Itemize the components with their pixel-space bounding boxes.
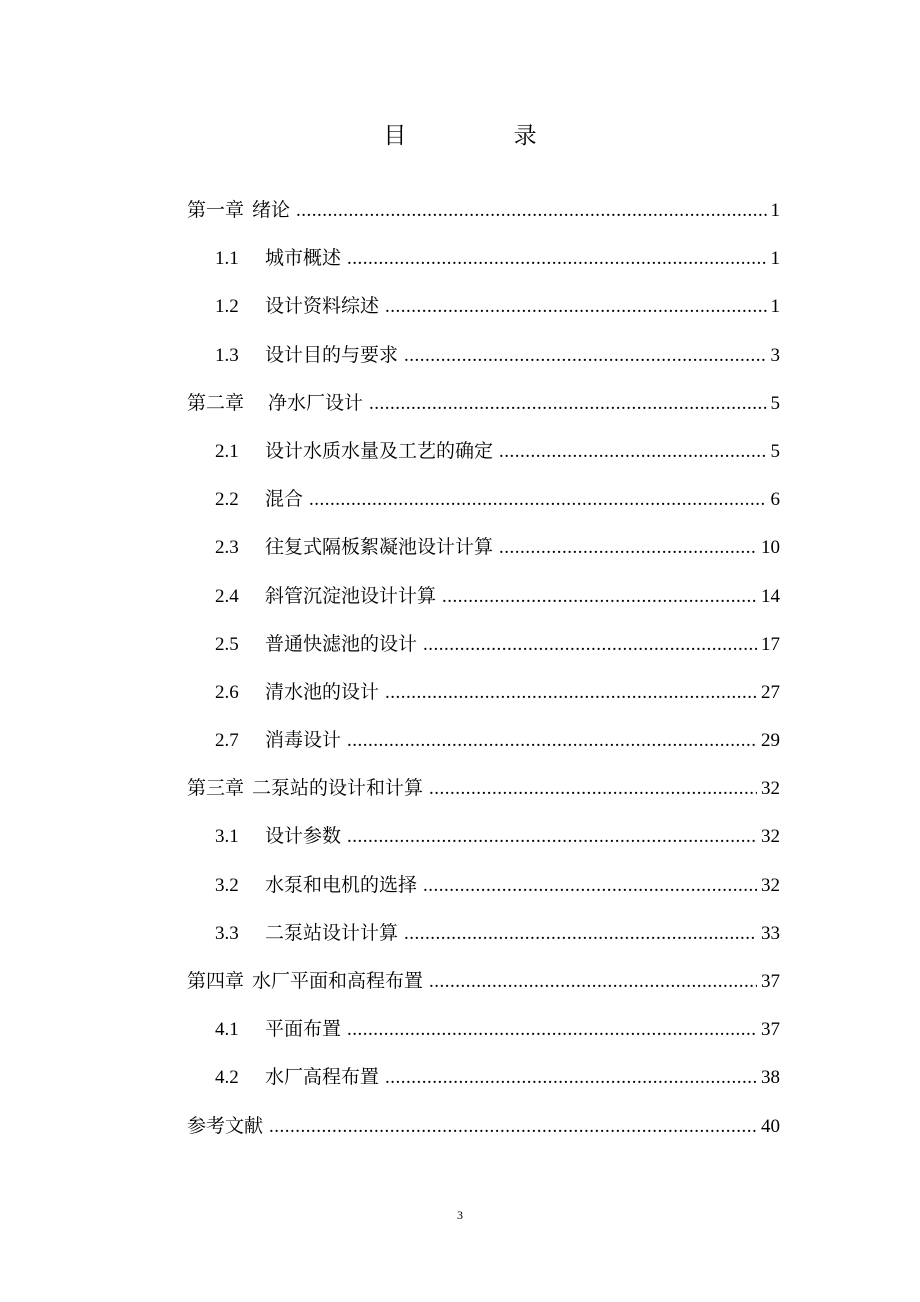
dot-leader (429, 771, 757, 807)
dot-leader (347, 241, 766, 277)
entry-title: 往复式隔板絮凝池设计计算 (265, 536, 494, 559)
dot-leader (347, 723, 757, 759)
section-number: 1.2 (215, 296, 239, 318)
entry-page-number: 32 (761, 874, 780, 896)
entry-page-number: 27 (761, 681, 780, 703)
entry-page-number: 17 (761, 633, 780, 655)
dot-leader (385, 1060, 757, 1096)
entry-page-number: 5 (770, 440, 780, 462)
toc-section-entry (187, 337, 780, 385)
entry-title: 二泵站的设计和计算 (252, 777, 424, 800)
dot-leader (404, 916, 757, 952)
entry-page-number: 33 (761, 922, 780, 944)
entry-page-number: 1 (770, 248, 780, 270)
entry-title: 参考文献 (187, 1114, 264, 1137)
page-number-footer: 3 (457, 1208, 463, 1222)
entry-page-number: 6 (770, 489, 780, 511)
dot-leader (347, 819, 757, 855)
section-number: 2.6 (215, 681, 239, 703)
entry-title: 水厂高程布置 (265, 1066, 380, 1089)
toc-chapter-entry (187, 192, 780, 240)
section-number: 3.1 (215, 826, 239, 848)
chapter-number: 第三章 (187, 777, 245, 800)
entry-page-number: 10 (761, 537, 780, 559)
entry-title: 设计目的与要求 (265, 343, 399, 366)
entry-title: 平面布置 (265, 1018, 342, 1041)
toc-section-entry (187, 578, 780, 626)
section-number: 1.1 (215, 248, 239, 270)
section-number: 2.1 (215, 440, 239, 462)
toc-section-entry (187, 481, 780, 529)
toc-section-entry (187, 674, 780, 722)
entry-title: 普通快滤池的设计 (265, 632, 418, 655)
dot-leader (429, 964, 757, 1000)
section-number: 2.3 (215, 537, 239, 559)
entry-title: 城市概述 (265, 247, 342, 270)
toc-chapter-entry (187, 385, 780, 433)
dot-leader (404, 338, 766, 374)
dot-leader (499, 530, 757, 566)
entry-title: 设计参数 (265, 825, 342, 848)
dot-leader (423, 868, 757, 904)
toc-section-entry (187, 529, 780, 577)
entry-title: 净水厂设计 (268, 391, 364, 414)
toc-section-entry (187, 1011, 780, 1059)
chapter-number: 第一章 (187, 199, 245, 221)
dot-leader (347, 1012, 757, 1048)
section-number: 2.7 (215, 730, 239, 752)
entry-page-number: 5 (770, 392, 780, 414)
entry-page-number: 14 (761, 585, 780, 607)
toc-title: 目 录 (383, 123, 587, 149)
section-number: 3.3 (215, 922, 239, 944)
entry-page-number: 37 (761, 971, 780, 992)
entry-page-number: 3 (770, 344, 780, 366)
entry-page-number: 1 (770, 296, 780, 318)
entry-title: 水厂平面和高程布置 (252, 970, 424, 992)
entry-title: 混合 (265, 488, 304, 511)
toc-section-entry (187, 1059, 780, 1107)
entry-title: 设计水质水量及工艺的确定 (265, 439, 494, 462)
section-number: 3.2 (215, 874, 239, 896)
toc-section-entry (187, 433, 780, 481)
toc-section-entry (187, 818, 780, 866)
toc-section-entry (187, 915, 780, 963)
dot-leader (269, 1109, 757, 1145)
entry-page-number: 38 (761, 1067, 780, 1089)
entry-title: 清水池的设计 (265, 680, 380, 703)
entry-title: 消毒设计 (265, 729, 342, 752)
dot-leader (423, 627, 757, 663)
entry-title: 水泵和电机的选择 (265, 873, 418, 896)
section-number: 1.3 (215, 344, 239, 366)
toc-section-entry (187, 626, 780, 674)
toc-section-entry (187, 288, 780, 336)
dot-leader (296, 193, 766, 229)
toc-section-entry (187, 867, 780, 915)
entry-page-number: 1 (770, 200, 780, 221)
dot-leader (442, 579, 757, 615)
section-number: 2.4 (215, 585, 239, 607)
table-of-contents (187, 192, 780, 1156)
dot-leader (369, 386, 766, 422)
toc-chapter-entry (187, 963, 780, 1011)
entry-title: 二泵站设计计算 (265, 921, 399, 944)
chapter-number: 第二章 (187, 391, 245, 414)
chapter-number: 第四章 (187, 970, 245, 992)
entry-title: 绪论 (252, 199, 291, 221)
toc-chapter-entry (187, 1108, 780, 1156)
section-number: 4.2 (215, 1067, 239, 1089)
toc-section-entry (187, 240, 780, 288)
entry-page-number: 32 (761, 778, 780, 800)
entry-title: 设计资料综述 (265, 295, 380, 318)
entry-page-number: 37 (761, 1019, 780, 1041)
dot-leader (499, 434, 766, 470)
section-number: 4.1 (215, 1019, 239, 1041)
entry-title: 斜管沉淀池设计计算 (265, 584, 437, 607)
section-number: 2.2 (215, 489, 239, 511)
dot-leader (385, 289, 766, 325)
entry-page-number: 40 (761, 1115, 780, 1137)
entry-page-number: 32 (761, 826, 780, 848)
entry-page-number: 29 (761, 730, 780, 752)
dot-leader (309, 482, 766, 518)
toc-section-entry (187, 722, 780, 770)
dot-leader (385, 675, 757, 711)
toc-chapter-entry (187, 770, 780, 818)
section-number: 2.5 (215, 633, 239, 655)
